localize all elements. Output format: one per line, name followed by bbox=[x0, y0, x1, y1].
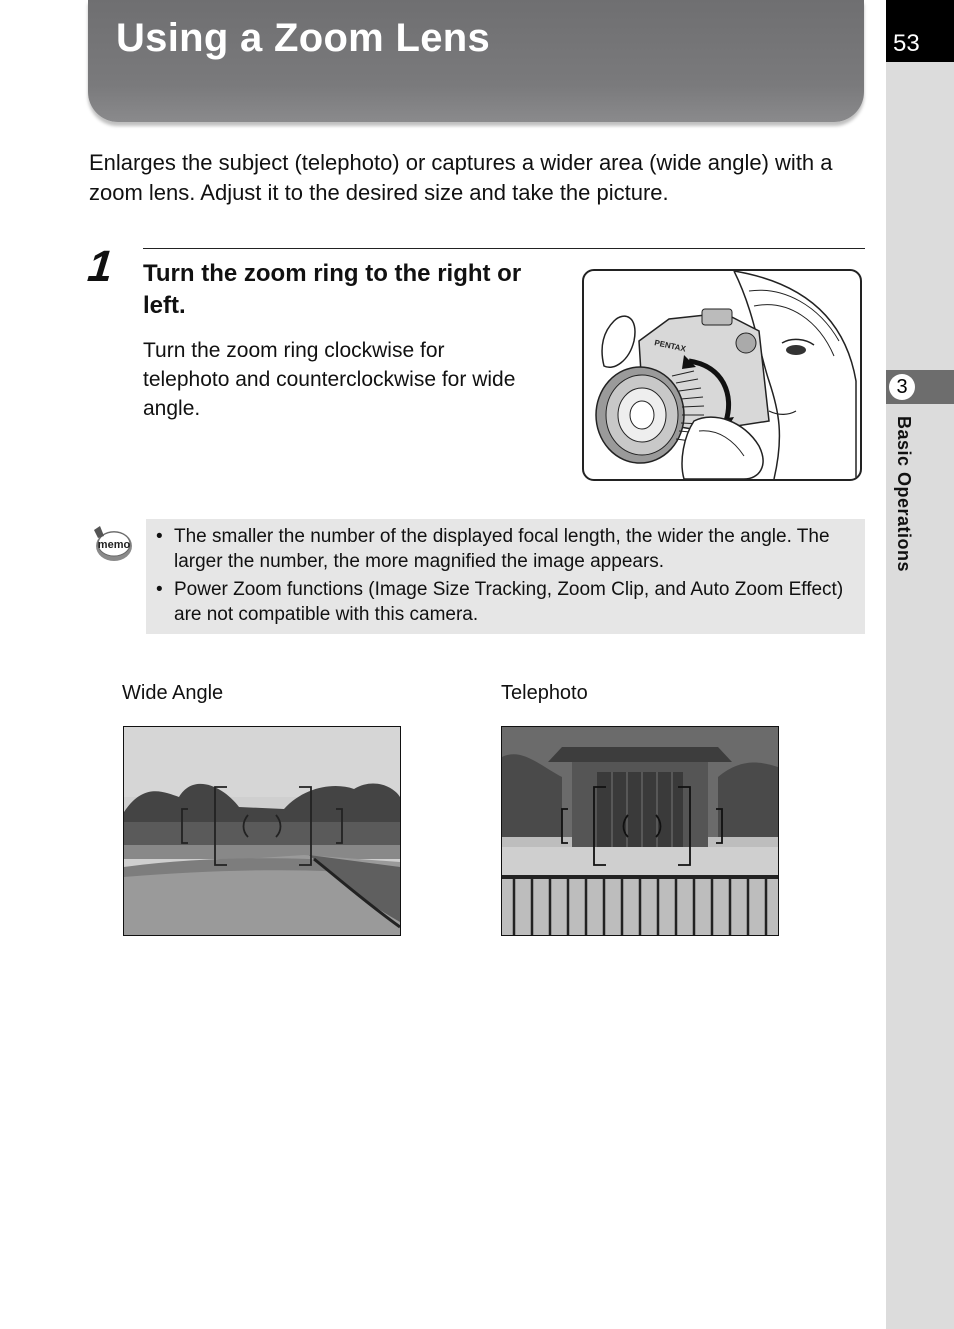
side-strip bbox=[886, 0, 954, 1329]
memo-item: • Power Zoom functions (Image Size Tracking, Zoom Clip, and Auto Zoom Effect) are not compatible with this camera. bbox=[156, 577, 851, 627]
step-body: Turn the zoom ring clockwise for telephoto and counterclockwise for wide angle. bbox=[143, 339, 516, 420]
step-number: 1 bbox=[85, 242, 116, 291]
telephoto-caption: Telephoto bbox=[501, 682, 588, 704]
memo-list bbox=[156, 524, 851, 630]
step-heading: Turn the zoom ring to the right or left. bbox=[143, 260, 522, 319]
illustration-brand: PENTAX bbox=[653, 338, 687, 354]
memo-item: • The smaller the number of the displayed focal length, the wider the angle. The larger the number, the more magnified the image appears. bbox=[156, 524, 851, 574]
memo-icon bbox=[90, 524, 134, 564]
page-title: Using a Zoom Lens bbox=[116, 16, 491, 60]
telephoto-photo bbox=[501, 726, 779, 936]
chapter-number: 3 bbox=[889, 374, 915, 400]
svg-text:memo: memo bbox=[97, 539, 131, 551]
step-divider bbox=[143, 248, 865, 249]
chapter-name: Basic Operations bbox=[894, 416, 914, 573]
camera-zoom-illustration bbox=[582, 269, 862, 481]
wide-angle-caption: Wide Angle bbox=[122, 682, 224, 704]
memo-box bbox=[146, 519, 865, 634]
wide-angle-photo bbox=[123, 726, 401, 936]
page-number: 53 bbox=[893, 30, 920, 57]
intro-paragraph: Enlarges the subject (telephoto) or captures a wider area (wide angle) with a zoom lens. Adjust it to the desired size and take the picture. bbox=[89, 150, 833, 205]
